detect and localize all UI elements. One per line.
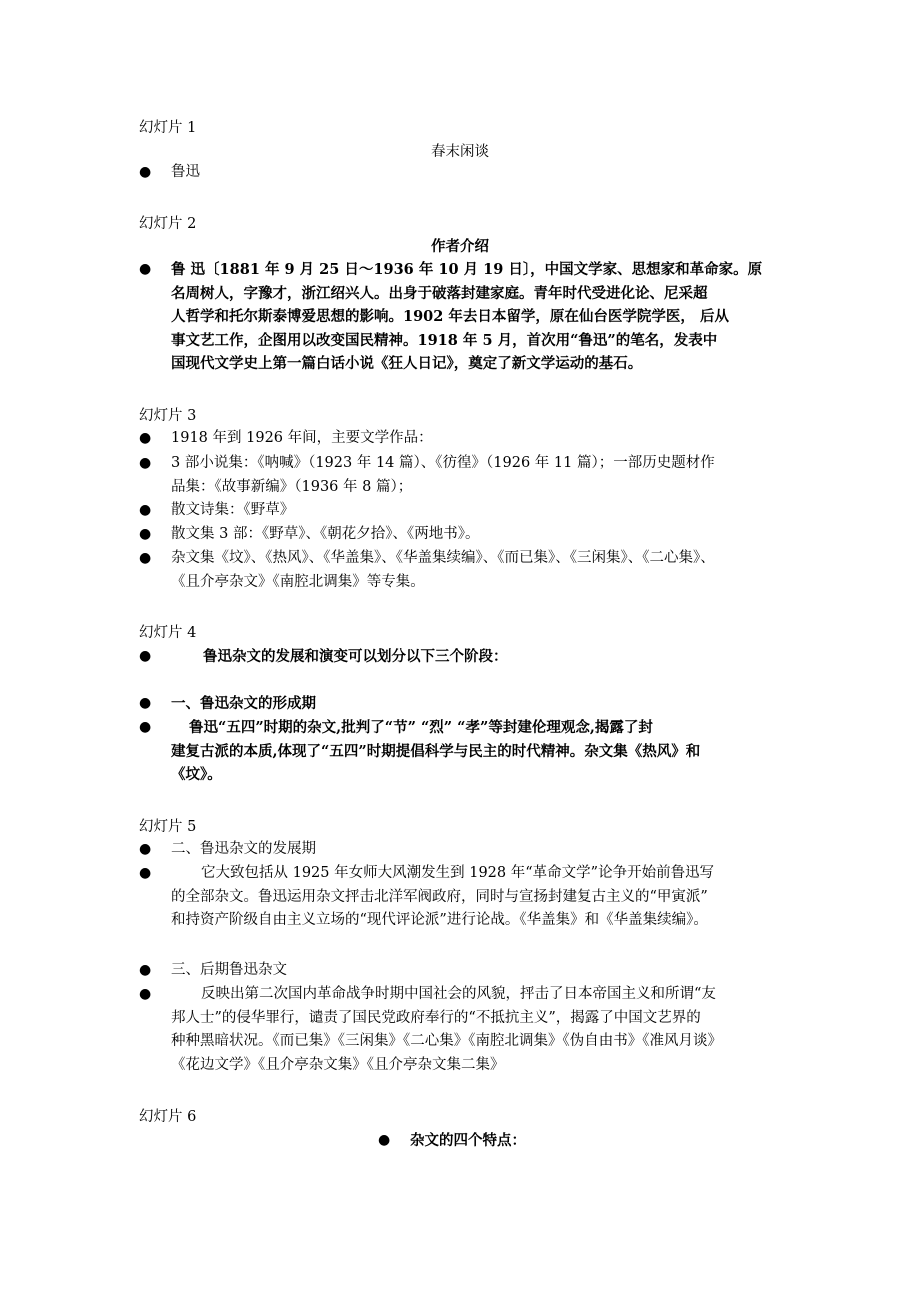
text-line: 3 部小说集：《呐喊》（1923 年 14 篇）、《彷徨》（1926 年 11 篇）；一部历史题材作 bbox=[171, 455, 715, 471]
text-line: 《花边文学》《且介亭杂文集》《且介亭杂文集二集》 bbox=[171, 1056, 505, 1073]
text-line: 反映出第二次国内革命战争时期中国社会的风貌，抨击了日本帝国主义和所谓“友 bbox=[201, 986, 716, 1002]
bullet-icon: ● bbox=[139, 841, 152, 857]
bullet-icon: ● bbox=[378, 1132, 391, 1148]
slide-6-label: 幻灯片 6 bbox=[139, 1109, 197, 1125]
slide-1-title: 春末闲谈 bbox=[431, 144, 489, 160]
slide-6-heading: 杂文的四个特点： bbox=[410, 1132, 526, 1149]
text-line: 杂文集《坟》、《热风》、《华盖集》、《华盖集续编》、《而已集》、《三闲集》、《二心集》、 bbox=[171, 550, 715, 566]
stage-2-body bbox=[171, 862, 791, 933]
text-line: 事文艺工作，企图用以改变国民精神。1918 年 5 月，首次用“鲁迅”的笔名，发表中 bbox=[171, 331, 718, 349]
bullet-icon: ● bbox=[139, 648, 152, 664]
stage-2-heading: 二、鲁迅杂文的发展期 bbox=[171, 841, 316, 857]
text-line: 鲁迅“五四”时期的杂文,批判了“节” “烈” “孝”等封建伦理观念,揭露了封 bbox=[189, 719, 653, 736]
stage-3-heading: 三、后期鲁迅杂文 bbox=[171, 962, 287, 978]
text-line: 鲁 迅〔1881 年 9 月 25 日～1936 年 10 月 19 日〕，中国文学家、思想家和革命家。原 bbox=[171, 261, 763, 278]
slide-4-label: 幻灯片 4 bbox=[139, 625, 197, 641]
bullet-icon: ● bbox=[139, 986, 152, 1002]
stage-3-body bbox=[171, 983, 791, 1077]
stage-1-heading: 一、鲁迅杂文的形成期 bbox=[171, 695, 316, 712]
slide-2-label: 幻灯片 2 bbox=[139, 216, 197, 232]
slide-3-label: 幻灯片 3 bbox=[139, 408, 197, 424]
bullet-icon: ● bbox=[139, 455, 152, 471]
bullet-icon: ● bbox=[139, 430, 152, 446]
slide-5-label: 幻灯片 5 bbox=[139, 819, 197, 835]
text-line: 的全部杂文。鲁迅运用杂文抨击北洋军阀政府，同时与宣扬封建复古主义的“甲寅派” bbox=[171, 888, 708, 905]
slide-1-label: 幻灯片 1 bbox=[139, 120, 197, 136]
bullet-icon: ● bbox=[139, 719, 152, 735]
prose-collections: 散文集 3 部：《野草》、《朝花夕拾》、《两地书》。 bbox=[171, 526, 480, 542]
text-line: 邦人士”的侵华罪行，谴责了国民党政府奉行的“不抵抗主义”，揭露了中国文艺界的 bbox=[171, 1009, 701, 1026]
text-line: 种种黑暗状况。《而已集》《三闲集》《二心集》《南腔北调集》《伪自由书》《准风月谈》 bbox=[171, 1033, 722, 1049]
stages-intro: 鲁迅杂文的发展和演变可以划分以下三个阶段： bbox=[203, 648, 508, 665]
bullet-icon: ● bbox=[139, 526, 152, 542]
text-line: 品集：《故事新编》（1936 年 8 篇）； bbox=[171, 478, 413, 495]
bullet-icon: ● bbox=[139, 502, 152, 518]
text-line: 建复古派的本质,体现了“五四”时期提倡科学与民主的时代精神。杂文集《热风》和 bbox=[171, 742, 701, 760]
text-line: 《且介亭杂文》《南腔北调集》等专集。 bbox=[171, 573, 425, 590]
text-line: 国现代文学史上第一篇白话小说《狂人日记》，奠定了新文学运动的基石。 bbox=[171, 355, 643, 372]
novel-collections bbox=[171, 452, 791, 499]
slide-2-title: 作者介绍 bbox=[431, 238, 489, 255]
bullet-icon: ● bbox=[139, 695, 152, 711]
text-line: 名周树人，字豫才，浙江绍兴人。出身于破落封建家庭。青年时代受进化论、尼采超 bbox=[171, 284, 708, 302]
author-name: 鲁迅 bbox=[171, 164, 200, 180]
text-line: 它大致包括从 1925 年女师大风潮发生到 1928 年“革命文学”论争开始前鲁迅写 bbox=[201, 865, 715, 881]
text-line: 人哲学和托尔斯泰博爱思想的影响。1902 年去日本留学，原在仙台医学院学医， 后从 bbox=[171, 308, 729, 325]
bullet-icon: ● bbox=[139, 550, 152, 566]
prose-poetry: 散文诗集：《野草》 bbox=[171, 502, 295, 518]
bullet-icon: ● bbox=[139, 261, 152, 277]
essay-collections bbox=[171, 547, 791, 594]
text-line: 和持资产阶级自由主义立场的“现代评论派”进行论战。《华盖集》和《华盖集续编》。 bbox=[171, 912, 708, 928]
stage-1-body bbox=[171, 716, 791, 787]
text-line: 《坟》。 bbox=[171, 766, 222, 783]
bullet-icon: ● bbox=[139, 962, 152, 978]
bullet-icon: ● bbox=[139, 865, 152, 881]
works-period: 1918 年到 1926 年间，主要文学作品： bbox=[171, 430, 433, 446]
author-intro-paragraph bbox=[171, 258, 791, 376]
bullet-icon: ● bbox=[139, 164, 152, 180]
